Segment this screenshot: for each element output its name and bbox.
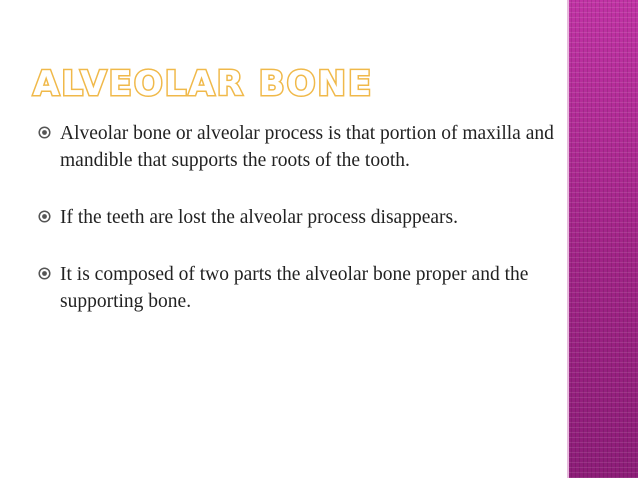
- target-circle-icon: [38, 210, 51, 223]
- bullet-item: [38, 120, 558, 174]
- bullet-text: It is composed of two parts the alveolar bone proper and the supporting bone.: [60, 264, 529, 312]
- decorative-side-panel: [567, 0, 638, 478]
- side-panel-edge: [567, 0, 569, 478]
- target-circle-icon: [38, 267, 51, 280]
- slide-title: ALVEOLAR BONE: [33, 64, 374, 104]
- bullet-item: [38, 261, 558, 315]
- bullet-item: [38, 204, 558, 231]
- bullet-text: Alveolar bone or alveolar process is that portion of maxilla and mandible that supports the roots of the tooth.: [60, 123, 554, 171]
- bullet-text: If the teeth are lost the alveolar process disappears.: [60, 207, 458, 228]
- bullet-list: [38, 120, 558, 345]
- target-circle-icon: [38, 126, 51, 139]
